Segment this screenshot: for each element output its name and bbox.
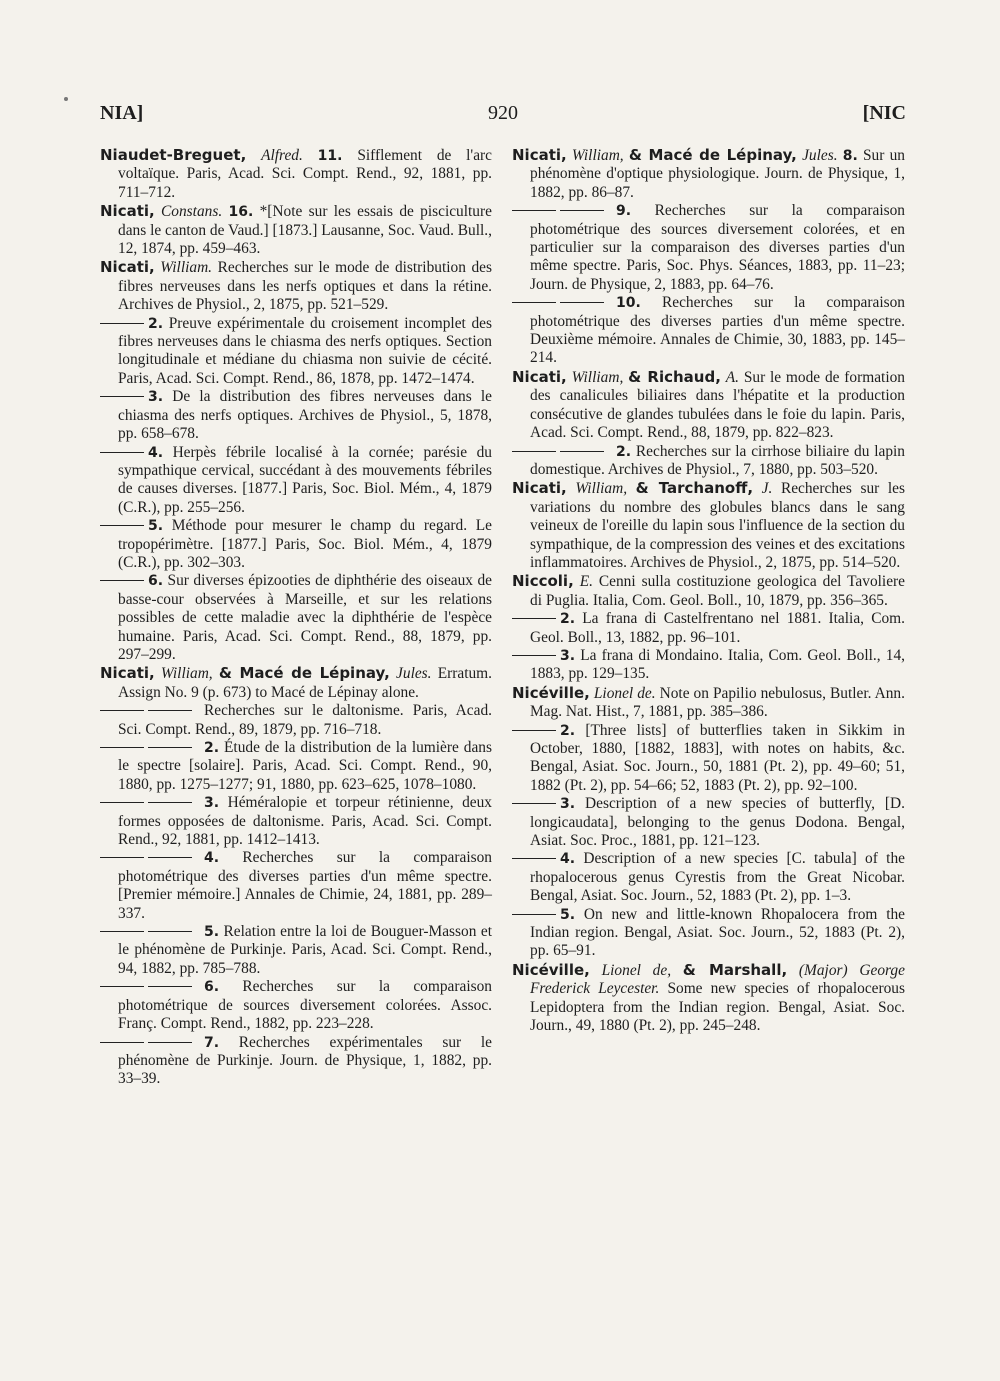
entry-text: Sur le mode de formation des canalicules biliaires dans l'hépatite et la production consécutive de glandes tubulées dans le foie du lapin. Paris, Acad. Sci. Compt. Rend., 88, 1879, pp. 822–823.: [530, 368, 905, 442]
author-forename: William,: [571, 368, 624, 386]
bibliography-entry: [100, 923, 492, 978]
page-number: 920: [488, 102, 518, 124]
continuation-dash: [512, 210, 556, 211]
continuation-dash: [512, 858, 556, 859]
continuation-dash: [100, 931, 144, 932]
left-column: [100, 146, 492, 1089]
author-surname: Niaudet-Breguet,: [100, 146, 247, 164]
continuation-dash: [148, 857, 192, 858]
entry-number: 4.: [204, 850, 220, 867]
coauthor-forename: A.: [725, 368, 739, 386]
entry-text: Recherches sur la cirrhose biliaire du lapin domestique. Archives de Physiol., 7, 1880, pp. 503–520.: [530, 442, 905, 478]
entry-number: 3.: [560, 796, 576, 813]
entry-text: Méthode pour mesurer le champ du regard. Le tropopérimètre. [1877.] Paris, Soc. Biol. Mém., 4, 1879 (C.R.), pp. 302–303.: [118, 517, 492, 571]
entry-number: 2.: [204, 740, 220, 756]
entry-number: 9.: [616, 203, 632, 220]
coauthor-forename: Jules.: [396, 665, 432, 683]
author-forename: Lionel de,: [601, 961, 672, 979]
entry-text: Recherches sur la comparaison photométrique des sources diversement colorées, et en particulier sur la comparaison des diverses parties d'un même spectre. Paris, Soc. Phys. Séances, 1883, pp. 11–23; Journ. de Physique, 2, 1883, pp. 64–76.: [530, 202, 905, 293]
bibliography-entry: [512, 961, 905, 1036]
entry-number: 2.: [560, 611, 576, 628]
entry-number: 5.: [148, 518, 164, 535]
entry-number: 2.: [616, 443, 632, 460]
continuation-dash: [512, 655, 556, 656]
header-left-range: NIA]: [100, 102, 144, 124]
author-forename: Constans.: [161, 203, 223, 221]
continuation-dash: [512, 914, 556, 915]
coauthor-surname: & Marshall,: [682, 960, 788, 979]
entry-number: 8.: [842, 148, 858, 164]
entry-text: Étude de la distribution de la lumière dans le spectre [solaire]. Paris, Acad. Sci. Compt. Rend., 90, 1880, pp. 1275–1277; 91, 1880, pp. 623–625, 1078–1080.: [118, 739, 492, 793]
author-forename: Alfred.: [261, 147, 303, 164]
bibliography-entry: [100, 517, 492, 572]
bibliography-entry: [512, 368, 905, 443]
author-surname: Niccoli,: [512, 572, 574, 591]
entry-text: Recherches sur la comparaison photométrique de sources diversement colorées. Assoc. Franç. Compt. Rend., 1882, pp. 223–228.: [118, 978, 492, 1033]
entry-number: 6.: [204, 979, 220, 996]
entry-number: 11.: [317, 148, 343, 164]
continuation-dash: [512, 302, 556, 303]
continuation-dash: [100, 747, 144, 748]
author-surname: Nicéville,: [512, 960, 590, 979]
coauthor-surname: & Tarchanoff,: [635, 479, 754, 498]
bibliography-entry: [100, 978, 492, 1033]
entry-text: [Three lists] of butterflies taken in Sikkim in October, 1880, [1882, 1883], with notes on habits, &c. Bengal, Asiat. Soc. Journ., 50, 1881 (Pt. 2), pp. 49–60; 51, 1882 (Pt. 2), pp. 54–66; 52, 1883 (Pt. 2), pp. 92–100.: [530, 721, 905, 794]
bibliography-entry: [512, 443, 905, 480]
margin-dot: [64, 97, 68, 101]
continuation-dash: [148, 747, 192, 748]
bibliography-entry: [512, 684, 905, 722]
continuation-dash: [512, 730, 556, 731]
bibliography-entry: [100, 849, 492, 923]
entry-text: Recherches sur la comparaison photométrique des diverses parties d'un même spectre. [Premier mémoire.] Annales de Chimie, 24, 1881, pp. 289–337.: [118, 849, 492, 922]
entry-number: 3.: [204, 795, 220, 812]
bibliography-entry: [100, 258, 492, 314]
coauthor-forename: (Major) George Frederick Leycester.: [530, 961, 905, 998]
entry-text: Note on Papilio nebulosus, Butler. Ann. Mag. Nat. Hist., 7, 1881, pp. 385–386.: [530, 684, 905, 721]
author-forename: Lionel de.: [593, 684, 656, 702]
bibliography-entry: [100, 702, 492, 739]
continuation-dash: [100, 1042, 144, 1043]
bibliography-entry: [512, 479, 905, 572]
entry-text: Some new species of rhopalocerous Lepidoptera from the Indian region. Bengal, Asiat. Soc. Journ., 49, 1880 (Pt. 2), pp. 245–248.: [530, 980, 905, 1035]
entry-number: 6.: [148, 573, 164, 590]
bibliography-entry: [512, 610, 905, 647]
entry-number: 3.: [148, 389, 164, 406]
entry-text: Recherches sur le mode de distribution des fibres nerveuses dans les nerfs optiques et dans la rétine. Archives de Physiol., 2, 1875, pp. 521–529.: [118, 259, 492, 314]
bibliography-entry: [100, 388, 492, 443]
entry-text: Recherches sur le daltonisme. Paris, Acad. Sci. Compt. Rend., 89, 1879, pp. 716–718.: [118, 702, 492, 738]
continuation-dash: [100, 857, 144, 858]
author-surname: Nicati,: [100, 664, 155, 683]
entry-number: 3.: [560, 647, 576, 664]
bibliography-entry: [100, 146, 492, 202]
entry-text: La frana di Castelfrentano nel 1881. Italia, Com. Geol. Boll., 13, 1882, pp. 96–101.: [530, 610, 905, 646]
continuation-dash: [148, 986, 192, 987]
entry-text: Sifflement de l'arc voltaïque. Paris, Acad. Sci. Compt. Rend., 92, 1881, pp. 711–712.: [118, 147, 492, 201]
entry-text: Sur diverses épizooties de diphthérie des oiseaux de basse-cour observées à Marseille, et sur les relations possibles de cette maladie avec la diphthérie de l'espèce humaine. Paris, Acad. Sci. Compt. Rend., 88, 1879, pp. 297–299.: [118, 572, 492, 663]
continuation-dash: [560, 451, 604, 452]
continuation-dash: [148, 931, 192, 932]
bibliography-entry: [512, 146, 905, 202]
coauthor-surname: & Macé de Lépinay,: [218, 664, 390, 683]
continuation-dash: [512, 618, 556, 619]
continuation-dash: [512, 451, 556, 452]
bibliography-entry: [100, 664, 492, 702]
continuation-dash: [100, 580, 144, 581]
entry-number: 7.: [204, 1034, 220, 1051]
continuation-dash: [100, 986, 144, 987]
entry-number: 5.: [560, 906, 576, 923]
author-forename: William.: [160, 259, 213, 277]
bibliography-entry: [100, 315, 492, 389]
entry-text: Cenni sulla costituzione geologica del Tavoliere di Puglia. Italia, Com. Geol. Boll., 10, 1879, pp. 356–365.: [530, 573, 905, 609]
author-surname: Nicati,: [512, 367, 567, 386]
continuation-dash: [100, 452, 144, 453]
continuation-dash: [100, 802, 144, 803]
entry-number: 16.: [228, 204, 254, 221]
continuation-dash: [100, 710, 144, 711]
bibliography-entry: [512, 572, 905, 610]
author-surname: Nicéville,: [512, 683, 590, 702]
page-header: [100, 100, 906, 130]
continuation-dash: [148, 1042, 192, 1043]
entry-number: 4.: [560, 851, 576, 868]
continuation-dash: [560, 210, 604, 211]
entry-text: Preuve expérimentale du croisement incomplet des fibres nerveuses dans le chiasma des nerfs optiques. Section longitudinale et médiane du chiasma non suivie de cécité. Paris, Acad. Sci. Compt. Rend., 86, 1878, pp. 1472–1474.: [118, 314, 492, 387]
author-forename: William,: [575, 480, 628, 498]
author-forename: William,: [571, 147, 624, 164]
entry-text: De la distribution des fibres nerveuses dans le chiasma des nerfs optiques. Archives de Physiol., 5, 1878, pp. 658–678.: [118, 388, 492, 443]
bibliography-entry: [100, 444, 492, 518]
entry-number: 2.: [148, 315, 164, 332]
coauthor-forename: J.: [761, 480, 773, 498]
bibliography-entry: [100, 572, 492, 664]
continuation-dash: [100, 323, 144, 324]
continuation-dash: [148, 710, 192, 711]
entry-number: 2.: [560, 722, 576, 739]
continuation-dash: [148, 802, 192, 803]
author-forename: E.: [579, 573, 593, 591]
bibliography-entry: [100, 739, 492, 794]
coauthor-surname: & Macé de Lépinay,: [628, 146, 797, 164]
bibliography-entry: [512, 647, 905, 684]
entry-text: Relation entre la loi de Bouguer-Masson et le phénomène de Purkinje. Paris, Acad. Sci. Compt. Rend., 94, 1882, pp. 785–788.: [118, 923, 492, 977]
continuation-dash: [512, 803, 556, 804]
author-surname: Nicati,: [100, 202, 155, 221]
bibliography-entry: [100, 794, 492, 849]
entry-text: Description of a new species [C. tabula] of the rhopalocerous genus Cyrestis from the Great Nicobar. Bengal, Asiat. Soc. Journ., 52, 1883 (Pt. 2), pp. 1–3.: [530, 850, 905, 905]
coauthor-surname: & Richaud,: [628, 367, 721, 386]
entry-text: Description of a new species of butterfly, [D. longicaudata], belonging to the genus Dodona. Bengal, Asiat. Soc. Proc., 1881, pp. 121–123.: [530, 795, 905, 850]
entry-text: Recherches sur la comparaison photométrique des diverses parties d'un même spectre. Deuxième mémoire. Annales de Chimie, 30, 1883, pp. 145–214.: [530, 294, 905, 367]
right-column: [512, 146, 905, 1036]
entry-text: Héméralopie et torpeur rétinienne, deux formes opposées de daltonisme. Paris, Acad. Sci. Compt. Rend., 92, 1881, pp. 1412–1413.: [118, 794, 492, 849]
bibliography-entry: [512, 294, 905, 368]
continuation-dash: [560, 302, 604, 303]
author-surname: Nicati,: [512, 479, 567, 498]
continuation-dash: [100, 525, 144, 526]
entry-text: La frana di Mondaino. Italia, Com. Geol. Boll., 14, 1883, pp. 129–135.: [530, 646, 905, 683]
bibliography-entry: [512, 202, 905, 294]
bibliography-entry: [512, 722, 905, 796]
bibliography-entry: [512, 850, 905, 905]
entry-text: Herpès fébrile localisé à la cornée; parésie du sympathique cervical, succédant à des mouvements fébriles de causes diverses. [1877.] Paris, Soc. Biol. Mém., 4, 1879 (C.R.), pp. 255–256.: [118, 443, 492, 516]
entry-text: Erratum. Assign No. 9 (p. 673) to Macé de Lépinay alone.: [118, 665, 492, 701]
entry-number: 5.: [204, 924, 220, 941]
continuation-dash: [100, 396, 144, 397]
entry-text: Sur un phénomène d'optique physiologique. Journ. de Physique, 1, 1882, pp. 86–87.: [530, 147, 905, 201]
entry-number: 10.: [616, 295, 641, 312]
entry-text: Recherches sur les variations du nombre des globules blancs dans le sang veineux de l'oreille du lapin sous l'influence de la section du sympathique, de la compression des veines et des excitations inflammatoires. Archives de Physiol., 2, 1875, pp. 514–520.: [530, 480, 905, 571]
entry-number: 4.: [148, 444, 164, 461]
entry-text: Recherches expérimentales sur le phénomène de Purkinje. Journ. de Physique, 1, 1882, pp. 33–39.: [118, 1033, 492, 1088]
entry-text: On new and little-known Rhopalocera from the Indian region. Bengal, Asiat. Soc. Journ., 52, 1883 (Pt. 2), pp. 65–91.: [530, 905, 905, 960]
bibliography-entry: [100, 202, 492, 258]
bibliography-entry: [512, 795, 905, 850]
entry-text: *[Note sur les essais de pisciculture dans le canton de Vaud.] [1873.] Lausanne, Soc. Vaud. Bull., 12, 1874, pp. 459–463.: [118, 203, 492, 258]
bibliography-entry: [512, 906, 905, 961]
bibliography-entry: [100, 1034, 492, 1089]
author-forename: William,: [160, 665, 213, 683]
coauthor-forename: Jules.: [802, 147, 838, 164]
author-surname: Nicati,: [512, 146, 567, 164]
author-surname: Nicati,: [100, 258, 155, 277]
header-right-range: [NIC: [862, 102, 906, 124]
